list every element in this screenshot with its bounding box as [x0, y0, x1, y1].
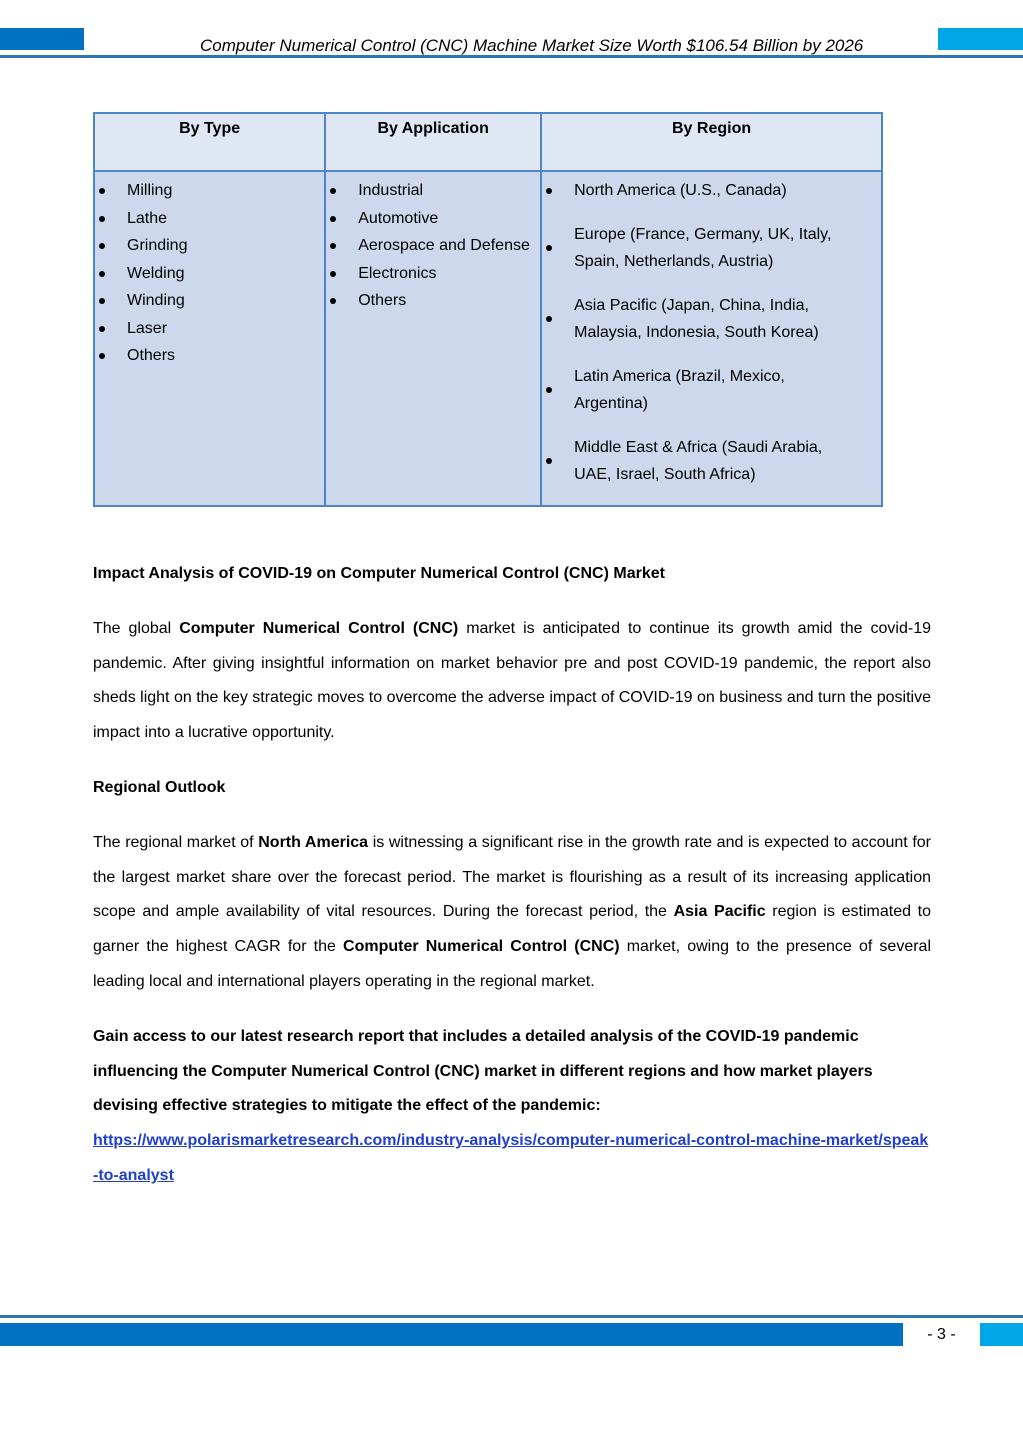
by-application-list — [326, 172, 540, 315]
list-item: Middle East & Africa (Saudi Arabia, UAE, Israel, South Africa) — [542, 434, 881, 488]
header-accent-right — [938, 28, 1023, 50]
segmentation-header-row — [94, 113, 882, 171]
regional-text-2: is witnessing a significant rise in the growth rate and is expected to account for the largest market share over the forecast period. The market is flourishing as a result of its increasing application scope and ample availability of vital resources. During the forecast period, the — [93, 834, 932, 921]
by-type-list — [95, 172, 324, 370]
segmentation-table — [93, 112, 883, 507]
list-item: Automotive — [326, 205, 540, 233]
footer-accent-right — [980, 1323, 1023, 1346]
speak-to-analyst-link[interactable]: https://www.polarismarketresearch.com/industry-analysis/computer-numerical-control-machine-market/speak-to-analyst — [93, 1132, 929, 1184]
by-type-cell — [94, 171, 325, 506]
list-item: Asia Pacific (Japan, China, India, Malaysia, Indonesia, South Korea) — [542, 292, 881, 346]
header-rule — [0, 55, 1023, 58]
list-item: Grinding — [95, 232, 324, 260]
list-item: Welding — [95, 260, 324, 288]
regional-text-1: The regional market of — [93, 834, 259, 851]
covid-text-post: market is anticipated to continue its growth amid the covid-19 pandemic. After giving insightful information on market behavior pre and post COVID-19 pandemic, the report also sheds light on the key strategic moves to overcome the adverse impact of COVID-19 on business and turn the positive impact into a lucrative opportunity. — [93, 620, 931, 742]
footer-accent-bar — [0, 1323, 903, 1346]
list-item: Others — [95, 342, 324, 370]
cta-paragraph — [93, 1020, 931, 1194]
regional-text-4: market, owing to the presence of several leading local and international players operating in the regional market. — [93, 938, 932, 990]
by-region-cell — [541, 171, 882, 506]
by-application-cell — [325, 171, 541, 506]
regional-heading: Regional Outlook — [93, 779, 226, 796]
regional-text-3: region is estimated to garner the highest CAGR for the — [93, 903, 932, 956]
list-item: Others — [326, 287, 540, 315]
segmentation-body-row — [94, 171, 882, 506]
list-item: Latin America (Brazil, Mexico, Argentina) — [542, 363, 881, 417]
covid-paragraph — [93, 612, 931, 751]
list-item: Europe (France, Germany, UK, Italy, Spain, Netherlands, Austria) — [542, 221, 881, 275]
regional-bold-asia-pacific: Asia Pacific — [673, 903, 766, 921]
column-header-by-type: By Type — [94, 113, 325, 171]
page-header-title: Computer Numerical Control (CNC) Machine Market Size Worth $106.54 Billion by 2026 — [200, 36, 864, 55]
by-region-list — [542, 172, 881, 488]
regional-paragraph — [93, 826, 931, 1000]
list-item: Winding — [95, 287, 324, 315]
regional-bold-cnc: Computer Numerical Control (CNC) — [343, 938, 620, 956]
regional-bold-north-america: North America — [258, 834, 369, 851]
list-item: Lathe — [95, 205, 324, 233]
covid-heading: Impact Analysis of COVID-19 on Computer Numerical Control (CNC) Market — [93, 565, 665, 582]
covid-text-pre: The global — [93, 620, 180, 637]
list-item: Milling — [95, 177, 324, 205]
footer-rule — [0, 1315, 1023, 1318]
column-header-by-application: By Application — [325, 113, 541, 171]
cta-text: Gain access to our latest research report that includes a detailed analysis of the COVID-19 pandemic influencing the Computer Numerical Control (CNC) market in different regions and how market players devising effective strategies to mitigate the effect of the pandemic: — [93, 1028, 873, 1115]
list-item: Industrial — [326, 177, 540, 205]
list-item: Laser — [95, 315, 324, 343]
list-item: Electronics — [326, 260, 540, 288]
column-header-by-region: By Region — [541, 113, 882, 171]
list-item: Aerospace and Defense — [326, 232, 540, 260]
list-item: North America (U.S., Canada) — [542, 177, 881, 204]
page-number: - 3 - — [927, 1326, 956, 1343]
covid-text-bold: Computer Numerical Control (CNC) — [179, 620, 459, 637]
header-accent-left — [0, 28, 84, 50]
